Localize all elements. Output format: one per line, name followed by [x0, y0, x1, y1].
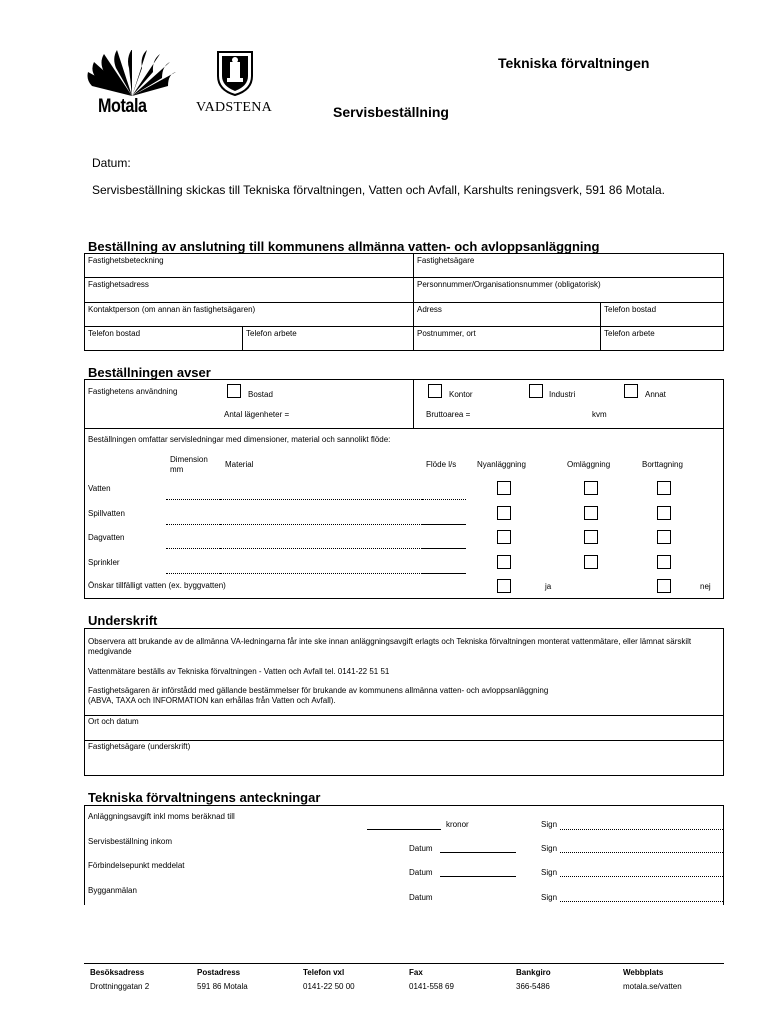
- temp-water-yes-checkbox[interactable]: [497, 579, 511, 593]
- footer-website: [623, 968, 682, 992]
- office-label: Kontor: [449, 390, 473, 399]
- footer-fax: [409, 968, 454, 992]
- water-flow-line[interactable]: [422, 499, 466, 500]
- housing-checkbox[interactable]: [227, 384, 241, 398]
- row-stormwater-label: Dagvatten: [88, 533, 125, 542]
- property-designation-field[interactable]: Fastighetsbeteckning: [88, 256, 164, 265]
- footer-label: Bankgiro: [516, 968, 551, 977]
- concerns-heading: Beställningen avser: [88, 365, 211, 380]
- postal-code-field[interactable]: Postnummer, ort: [417, 329, 476, 338]
- col-remove: Borttagning: [642, 460, 683, 469]
- sewage-remove-checkbox[interactable]: [657, 506, 671, 520]
- order-received-sign-line[interactable]: [560, 852, 723, 853]
- signature-heading: Underskrift: [88, 613, 158, 628]
- footer-value: 0141-558 69: [409, 982, 454, 991]
- footer-postal-address: [197, 968, 248, 992]
- building-permit-label: Bygganmälan: [88, 886, 137, 895]
- stormwater-remove-checkbox[interactable]: [657, 530, 671, 544]
- water-remove-checkbox[interactable]: [657, 481, 671, 495]
- phone-work-field-1[interactable]: Telefon arbete: [246, 329, 297, 338]
- row-water-label: Vatten: [88, 484, 111, 493]
- order-received-date-line[interactable]: [440, 852, 516, 853]
- fee-label: Anläggningsavgift inkl moms beräknad till: [88, 812, 235, 821]
- footer-label: Postadress: [197, 968, 241, 977]
- property-address-field[interactable]: Fastighetsadress: [88, 280, 149, 289]
- motala-logo: [84, 50, 180, 120]
- footer-label: Fax: [409, 968, 423, 977]
- concerns-table: [84, 379, 724, 599]
- sprinkler-dimension-line[interactable]: [166, 573, 220, 574]
- footer-value: Drottninggatan 2: [90, 982, 150, 991]
- sewage-flow-line[interactable]: [422, 524, 466, 525]
- water-material-line[interactable]: [220, 499, 422, 500]
- phone-home-field-2[interactable]: Telefon bostad: [88, 329, 141, 338]
- col-new: Nyanläggning: [477, 460, 526, 469]
- temp-water-no-checkbox[interactable]: [657, 579, 671, 593]
- industry-label: Industri: [549, 390, 576, 399]
- order-heading: Beställning av anslutning till kommunens allmänna vatten- och avloppsanläggning: [88, 239, 600, 254]
- footer-label: Telefon vxl: [303, 968, 345, 977]
- date-label: Datum:: [92, 156, 131, 170]
- footer-bankgiro: [516, 968, 551, 992]
- other-checkbox[interactable]: [624, 384, 638, 398]
- footer-label: Webbplats: [623, 968, 664, 977]
- kronor-label: kronor: [446, 820, 469, 829]
- department-title: Tekniska förvaltningen: [498, 55, 650, 71]
- order-received-date-label: Datum: [409, 844, 433, 853]
- temp-water-label: Önskar tillfälligt vatten (ex. byggvatten): [88, 581, 226, 590]
- office-checkbox[interactable]: [428, 384, 442, 398]
- meter-order-text: Vattenmätare beställs av Tekniska förvaltningen - Vatten och Avfall tel. 0141-22 51 51: [88, 667, 390, 676]
- other-label: Annat: [645, 390, 666, 399]
- kvm-label: kvm: [592, 410, 607, 419]
- footer-phone: [303, 968, 355, 992]
- form-title: Servisbeställning: [333, 104, 449, 120]
- fee-sign-line[interactable]: [560, 829, 723, 830]
- sprinkler-new-checkbox[interactable]: [497, 555, 511, 569]
- property-owner-field[interactable]: Fastighetsägare: [417, 256, 475, 265]
- usage-label: Fastighetens användning: [88, 387, 178, 396]
- includes-text: Beställningen omfattar servisledningar med dimensioner, material och sannolikt flöde:: [88, 435, 391, 444]
- connection-point-sign-label: Sign: [541, 868, 558, 877]
- footer-value: 366-5486: [516, 982, 550, 991]
- vadstena-shield-icon: [216, 50, 254, 96]
- phone-home-field-1[interactable]: Telefon bostad: [604, 305, 657, 314]
- connection-point-date-line[interactable]: [440, 876, 516, 877]
- sprinkler-flow-line[interactable]: [422, 573, 466, 574]
- stormwater-dimension-line[interactable]: [166, 548, 220, 549]
- temp-water-yes-label: ja: [545, 582, 552, 591]
- notes-heading: Tekniska förvaltningens anteckningar: [88, 790, 321, 805]
- footer-label: Besöksadress: [90, 968, 145, 977]
- vadstena-wordmark: VADSTENA: [196, 100, 273, 115]
- building-permit-sign-line[interactable]: [560, 901, 723, 902]
- sprinkler-relay-checkbox[interactable]: [584, 555, 598, 569]
- housing-label: Bostad: [248, 390, 273, 399]
- water-dimension-line[interactable]: [166, 499, 220, 500]
- place-date-field[interactable]: Ort och datum: [88, 717, 139, 726]
- address-field[interactable]: Adress: [417, 305, 442, 314]
- apartments-field[interactable]: Antal lägenheter =: [224, 410, 290, 419]
- owner-signature-field[interactable]: Fastighetsägare (underskrift): [88, 742, 191, 751]
- sewage-new-checkbox[interactable]: [497, 506, 511, 520]
- stormwater-relay-checkbox[interactable]: [584, 530, 598, 544]
- sprinkler-remove-checkbox[interactable]: [657, 555, 671, 569]
- water-new-checkbox[interactable]: [497, 481, 511, 495]
- row-sewage-label: Spillvatten: [88, 509, 125, 518]
- signature-notice-text: Observera att brukande av de allmänna VA-ledningarna får inte ske innan anläggningsavgift erlagts och Tekniska förvaltningen monterat vattenmätare, eller lämnat särskilt medgivande: [88, 637, 692, 656]
- temp-water-no-label: nej: [700, 582, 711, 591]
- vadstena-logo: [190, 50, 280, 120]
- footer-value: 591 86 Motala: [197, 982, 248, 991]
- col-relay: Omläggning: [567, 460, 611, 469]
- sewage-relay-checkbox[interactable]: [584, 506, 598, 520]
- col-mm: mm: [170, 465, 184, 474]
- motala-wordmark: Motala: [98, 96, 147, 117]
- motala-fan-icon: [84, 50, 180, 98]
- building-permit-date-label: Datum: [409, 893, 433, 902]
- footer-value[interactable]: motala.se/vatten: [623, 982, 682, 991]
- owner-agreement-text: Fastighetsägaren är införstådd med gällande bestämmelser för brukande av kommunens allmänna vatten- och avloppsanläggning: [88, 686, 549, 695]
- stormwater-new-checkbox[interactable]: [497, 530, 511, 544]
- fee-amount-line[interactable]: [367, 829, 441, 830]
- order-received-label: Servisbeställning inkom: [88, 837, 173, 846]
- gross-area-field[interactable]: Bruttoarea =: [426, 410, 471, 419]
- footer-divider: [84, 963, 724, 964]
- industry-checkbox[interactable]: [529, 384, 543, 398]
- phone-work-field-2[interactable]: Telefon arbete: [604, 329, 655, 338]
- sprinkler-material-line[interactable]: [220, 573, 422, 574]
- connection-point-date-label: Datum: [409, 868, 433, 877]
- col-material: Material: [225, 460, 254, 469]
- footer-value: 0141-22 50 00: [303, 982, 355, 991]
- footer-visit-address: [90, 968, 149, 992]
- sewage-dimension-line[interactable]: [166, 524, 220, 525]
- contact-person-field[interactable]: Kontaktperson (om annan än fastighetsägaren): [88, 305, 256, 314]
- stormwater-flow-line[interactable]: [422, 548, 466, 549]
- col-dimension: Dimension: [170, 455, 208, 464]
- connection-point-label: Förbindelsepunkt meddelat: [88, 861, 185, 870]
- sewage-material-line[interactable]: [220, 524, 422, 525]
- stormwater-material-line[interactable]: [220, 548, 422, 549]
- owner-agreement-note: (ABVA, TAXA och INFORMATION kan erhållas från Vatten och Avfall).: [88, 696, 336, 705]
- fee-sign-label: Sign: [541, 820, 558, 829]
- col-flow: Flöde l/s: [426, 460, 457, 469]
- water-relay-checkbox[interactable]: [584, 481, 598, 495]
- footer: [84, 968, 724, 998]
- personal-number-field[interactable]: Personnummer/Organisationsnummer (obligatorisk): [417, 280, 601, 289]
- order-received-sign-label: Sign: [541, 844, 558, 853]
- send-to-text: Servisbeställning skickas till Tekniska förvaltningen, Vatten och Avfall, Karshults reningsverk, 591 86 Motala.: [92, 183, 665, 197]
- building-permit-sign-label: Sign: [541, 893, 558, 902]
- connection-point-sign-line[interactable]: [560, 876, 723, 877]
- row-sprinkler-label: Sprinkler: [88, 558, 120, 567]
